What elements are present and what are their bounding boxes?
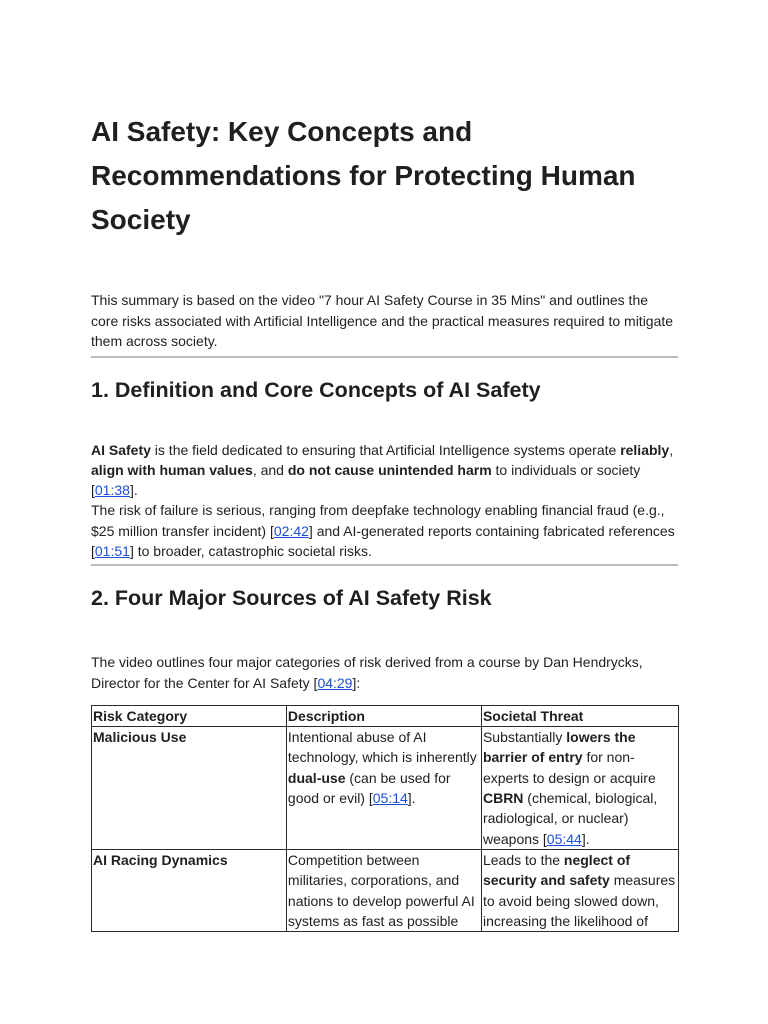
text-run: Substantially: [482, 729, 567, 746]
intro-paragraph: This summary is based on the video "7 hour AI Safety Course in 35 Mins" and outlines the core risks associated with Artificial Intelligence and the practical measures required to mitigate them across society.: [91, 292, 674, 349]
bold-text: do not cause unintended harm: [287, 461, 492, 478]
column-header: Societal Threat: [481, 705, 678, 726]
table-row: [92, 849, 679, 931]
text-run: measures to avoid being slowed down, increasing the likelihood of: [482, 872, 676, 929]
column-header: Risk Category: [92, 705, 287, 726]
column-header: Description: [286, 705, 481, 726]
cell-text: [483, 850, 678, 931]
text-run: ].: [407, 790, 416, 807]
text-run: ] and AI-generated reports containing fabricated references [: [91, 522, 675, 559]
risk-category-cell: Malicious Use: [92, 727, 287, 850]
timestamp-link[interactable]: 02:42: [273, 522, 309, 539]
ai-safety-term: AI Safety: [91, 441, 151, 458]
text-run: ].: [129, 482, 138, 499]
section-divider: [91, 356, 678, 358]
text-run: to individuals or society [: [91, 461, 641, 499]
section-divider: [91, 564, 678, 566]
societal-threat-cell: [481, 727, 678, 850]
description-cell: [286, 849, 481, 931]
page-title: AI Safety: Key Concepts and Recommendations for Protecting Human Society: [91, 116, 636, 235]
text-run: ,: [669, 441, 674, 458]
text-run: for non-experts to design or acquire: [482, 749, 656, 786]
timestamp-link[interactable]: 01:51: [94, 542, 130, 559]
text-run: (chemical, biological, radiological, or nuclear) weapons [: [482, 790, 658, 847]
table-header-row: [92, 705, 679, 726]
definition-paragraph: [91, 440, 678, 501]
bold-text: reliably: [620, 441, 670, 458]
societal-threat-cell: [481, 849, 678, 931]
text-run: , and: [252, 461, 288, 478]
table-row: [92, 727, 679, 850]
timestamp-link[interactable]: 05:14: [372, 790, 408, 807]
text-run: Leads to the: [482, 851, 564, 868]
section-1-heading: 1. Definition and Core Concepts of AI Safety: [91, 377, 541, 402]
text-run: (can be used for good or evil) [: [287, 769, 451, 807]
section-2-heading: 2. Four Major Sources of AI Safety Risk: [91, 586, 492, 611]
timestamp-link[interactable]: 04:29: [317, 674, 353, 691]
text-run: is the field dedicated to ensuring that Artificial Intelligence systems operate: [150, 441, 621, 458]
text-run: The video outlines four major categories of risk derived from a course by Dan Hendrycks, Director for the Center for AI Safety [: [91, 654, 643, 691]
cell-text: Competition between militaries, corporations, and nations to develop powerful AI systems as fast as possible: [287, 851, 475, 929]
text-run: ] to broader, catastrophic societal risks.: [129, 542, 372, 559]
risk-sources-paragraph: [91, 652, 678, 693]
risk-table: [91, 705, 679, 932]
bold-text: CBRN: [482, 790, 524, 807]
text-run: The risk of failure is serious, ranging from deepfake technology enabling financial fraud (e.g., $25 million transfer incident) [: [91, 502, 665, 539]
bold-text: neglect of security and safety: [482, 851, 631, 889]
description-cell: [286, 727, 481, 850]
bold-text: align with human values: [91, 461, 253, 478]
bold-text: lowers the barrier of entry: [482, 729, 636, 766]
risk-category-cell: [92, 849, 287, 931]
timestamp-link[interactable]: 05:44: [546, 830, 582, 847]
text-run: Intentional abuse of AI technology, which is inherently: [287, 729, 477, 766]
text-run: ].: [581, 830, 590, 847]
timestamp-link[interactable]: 01:38: [94, 482, 130, 499]
bold-text: dual-use: [287, 769, 346, 786]
risk-paragraph: [91, 500, 678, 561]
cell-text: AI Racing Dynamics: [93, 851, 228, 868]
text-run: ]:: [352, 674, 361, 691]
